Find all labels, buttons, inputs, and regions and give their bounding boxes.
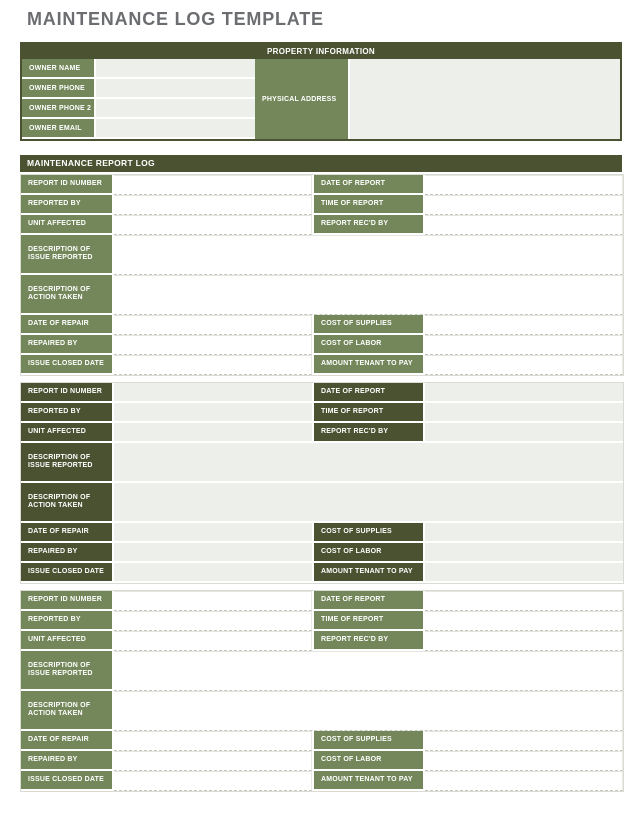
owner-phone-field[interactable]: [96, 79, 255, 99]
reported-by-row: [21, 611, 623, 631]
date-of-report-field[interactable]: [425, 383, 623, 403]
issue-closed-date-field[interactable]: [114, 563, 312, 583]
date-of-repair-field[interactable]: [114, 731, 312, 751]
unit-affected-field[interactable]: [114, 423, 312, 443]
report-recd-by-field[interactable]: [425, 215, 623, 235]
owner-fields-column: [22, 59, 255, 139]
description-of-action-field[interactable]: [114, 691, 623, 731]
report-id-row: [21, 175, 623, 195]
owner-phone-row: [22, 79, 255, 99]
time-of-report-label: TIME OF REPORT: [312, 403, 425, 423]
reported-by-row: [21, 195, 623, 215]
report-id-number-field[interactable]: [114, 175, 312, 195]
date-of-repair-row: [21, 315, 623, 335]
description-of-action-row: [21, 275, 623, 315]
owner-phone2-label: OWNER PHONE 2: [22, 99, 96, 119]
cost-of-supplies-field[interactable]: [425, 731, 623, 751]
description-of-issue-label: DESCRIPTION OF ISSUE REPORTED: [21, 235, 114, 275]
issue-closed-date-field[interactable]: [114, 355, 312, 375]
reported-by-label: REPORTED BY: [21, 611, 114, 631]
time-of-report-field[interactable]: [425, 611, 623, 631]
cost-of-labor-field[interactable]: [425, 335, 623, 355]
description-of-action-field[interactable]: [114, 483, 623, 523]
reported-by-row: [21, 403, 623, 423]
unit-affected-field[interactable]: [114, 215, 312, 235]
repaired-by-label: REPAIRED BY: [21, 751, 114, 771]
description-of-action-label: DESCRIPTION OF ACTION TAKEN: [21, 483, 114, 523]
description-of-action-label: DESCRIPTION OF ACTION TAKEN: [21, 275, 114, 315]
issue-closed-date-row: [21, 355, 623, 375]
report-recd-by-label: REPORT REC'D BY: [312, 423, 425, 443]
repaired-by-field[interactable]: [114, 335, 312, 355]
amount-tenant-to-pay-field[interactable]: [425, 563, 623, 583]
repaired-by-field[interactable]: [114, 751, 312, 771]
owner-name-row: [22, 59, 255, 79]
owner-phone2-row: [22, 99, 255, 119]
repaired-by-label: REPAIRED BY: [21, 543, 114, 563]
report-id-number-field[interactable]: [114, 383, 312, 403]
owner-email-label: OWNER EMAIL: [22, 119, 96, 139]
issue-closed-date-label: ISSUE CLOSED DATE: [21, 771, 114, 791]
date-of-report-field[interactable]: [425, 175, 623, 195]
amount-tenant-to-pay-label: AMOUNT TENANT TO PAY: [312, 563, 425, 583]
cost-of-labor-field[interactable]: [425, 751, 623, 771]
date-of-repair-row: [21, 523, 623, 543]
amount-tenant-to-pay-label: AMOUNT TENANT TO PAY: [312, 771, 425, 791]
cost-of-labor-label: COST OF LABOR: [312, 751, 425, 771]
reported-by-field[interactable]: [114, 611, 312, 631]
cost-of-supplies-field[interactable]: [425, 315, 623, 335]
description-of-issue-label: DESCRIPTION OF ISSUE REPORTED: [21, 651, 114, 691]
date-of-repair-row: [21, 731, 623, 751]
time-of-report-field[interactable]: [425, 195, 623, 215]
owner-email-row: [22, 119, 255, 139]
owner-name-field[interactable]: [96, 59, 255, 79]
issue-closed-date-label: ISSUE CLOSED DATE: [21, 563, 114, 583]
property-information-body: [22, 59, 620, 139]
report-entry-block: [20, 590, 624, 792]
owner-email-field[interactable]: [96, 119, 255, 139]
date-of-repair-label: DATE OF REPAIR: [21, 523, 114, 543]
cost-of-labor-field[interactable]: [425, 543, 623, 563]
report-id-number-label: REPORT ID NUMBER: [21, 175, 114, 195]
cost-of-labor-label: COST OF LABOR: [312, 543, 425, 563]
date-of-repair-field[interactable]: [114, 315, 312, 335]
reported-by-label: REPORTED BY: [21, 403, 114, 423]
issue-closed-date-label: ISSUE CLOSED DATE: [21, 355, 114, 375]
page-title: MAINTENANCE LOG TEMPLATE: [27, 9, 324, 29]
date-of-repair-label: DATE OF REPAIR: [21, 731, 114, 751]
report-id-number-label: REPORT ID NUMBER: [21, 383, 114, 403]
report-entry-block: [20, 174, 624, 376]
unit-affected-label: UNIT AFFECTED: [21, 215, 114, 235]
report-id-row: [21, 591, 623, 611]
amount-tenant-to-pay-field[interactable]: [425, 771, 623, 791]
repaired-by-label: REPAIRED BY: [21, 335, 114, 355]
report-entry-block: [20, 382, 624, 584]
cost-of-supplies-label: COST OF SUPPLIES: [312, 315, 425, 335]
time-of-report-label: TIME OF REPORT: [312, 611, 425, 631]
description-of-issue-row: [21, 443, 623, 483]
description-of-action-field[interactable]: [114, 275, 623, 315]
date-of-repair-label: DATE OF REPAIR: [21, 315, 114, 335]
description-of-issue-label: DESCRIPTION OF ISSUE REPORTED: [21, 443, 114, 483]
amount-tenant-to-pay-field[interactable]: [425, 355, 623, 375]
cost-of-supplies-field[interactable]: [425, 523, 623, 543]
cost-of-labor-label: COST OF LABOR: [312, 335, 425, 355]
report-recd-by-label: REPORT REC'D BY: [312, 631, 425, 651]
physical-address-field[interactable]: [350, 59, 620, 139]
description-of-action-row: [21, 691, 623, 731]
unit-affected-field[interactable]: [114, 631, 312, 651]
unit-affected-row: [21, 423, 623, 443]
description-of-action-label: DESCRIPTION OF ACTION TAKEN: [21, 691, 114, 731]
description-of-issue-field[interactable]: [114, 235, 623, 275]
unit-affected-row: [21, 631, 623, 651]
report-recd-by-field[interactable]: [425, 631, 623, 651]
time-of-report-field[interactable]: [425, 403, 623, 423]
unit-affected-label: UNIT AFFECTED: [21, 631, 114, 651]
description-of-issue-field[interactable]: [114, 651, 623, 691]
physical-address-label: PHYSICAL ADDRESS: [255, 59, 350, 139]
date-of-report-label: DATE OF REPORT: [312, 591, 425, 611]
date-of-repair-field[interactable]: [114, 523, 312, 543]
owner-phone-label: OWNER PHONE: [22, 79, 96, 99]
description-of-issue-row: [21, 235, 623, 275]
report-recd-by-label: REPORT REC'D BY: [312, 215, 425, 235]
date-of-report-field[interactable]: [425, 591, 623, 611]
date-of-report-label: DATE OF REPORT: [312, 383, 425, 403]
cost-of-supplies-label: COST OF SUPPLIES: [312, 731, 425, 751]
reported-by-field[interactable]: [114, 403, 312, 423]
description-of-action-row: [21, 483, 623, 523]
owner-phone2-field[interactable]: [96, 99, 255, 119]
date-of-report-label: DATE OF REPORT: [312, 175, 425, 195]
issue-closed-date-row: [21, 771, 623, 791]
report-id-number-field[interactable]: [114, 591, 312, 611]
issue-closed-date-row: [21, 563, 623, 583]
owner-name-label: OWNER NAME: [22, 59, 96, 79]
unit-affected-label: UNIT AFFECTED: [21, 423, 114, 443]
repaired-by-field[interactable]: [114, 543, 312, 563]
description-of-issue-row: [21, 651, 623, 691]
description-of-issue-field[interactable]: [114, 443, 623, 483]
amount-tenant-to-pay-label: AMOUNT TENANT TO PAY: [312, 355, 425, 375]
maintenance-report-log-header: MAINTENANCE REPORT LOG: [20, 155, 622, 172]
report-id-number-label: REPORT ID NUMBER: [21, 591, 114, 611]
issue-closed-date-field[interactable]: [114, 771, 312, 791]
repaired-by-row: [21, 751, 623, 771]
reported-by-field[interactable]: [114, 195, 312, 215]
report-recd-by-field[interactable]: [425, 423, 623, 443]
property-information-header: PROPERTY INFORMATION: [22, 44, 620, 59]
reported-by-label: REPORTED BY: [21, 195, 114, 215]
property-information-section: [20, 42, 622, 141]
report-id-row: [21, 383, 623, 403]
repaired-by-row: [21, 543, 623, 563]
time-of-report-label: TIME OF REPORT: [312, 195, 425, 215]
repaired-by-row: [21, 335, 623, 355]
cost-of-supplies-label: COST OF SUPPLIES: [312, 523, 425, 543]
unit-affected-row: [21, 215, 623, 235]
